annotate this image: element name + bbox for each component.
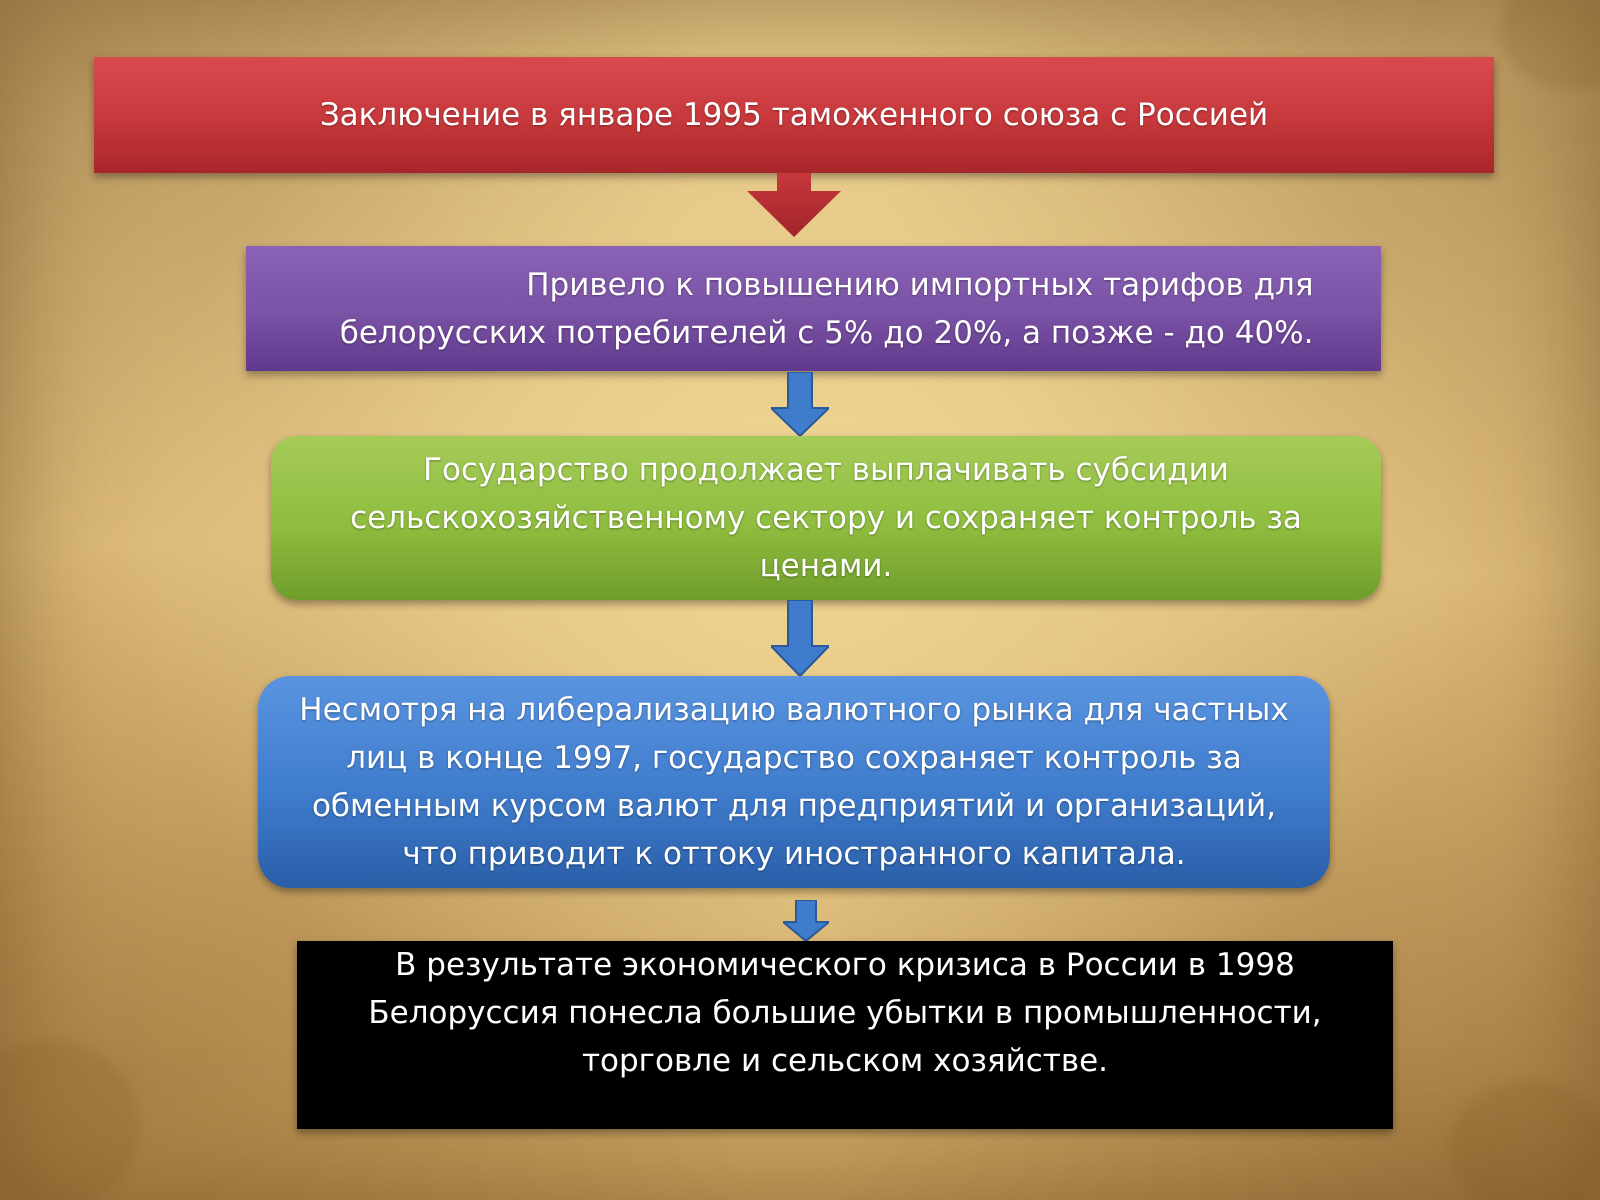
flow-step-subsidies xyxy=(271,436,1381,600)
flow-step-currency-control xyxy=(258,676,1330,888)
flow-step-crisis-1998 xyxy=(297,941,1393,1129)
paper-stain xyxy=(1450,1080,1600,1200)
flow-step-customs-union xyxy=(94,57,1494,173)
down-arrow-icon xyxy=(747,173,841,237)
down-arrow-icon xyxy=(771,600,829,678)
flow-step-text: Привело к повышению импортных тарифов для белорусских потребителей с 5% до 20%, а позже - до 40%. xyxy=(339,266,1314,351)
paper-stain xyxy=(1500,0,1600,90)
flow-step-import-tariffs xyxy=(246,246,1381,371)
flow-step-text: Несмотря на либерализацию валютного рынка для частных лиц в конце 1997, государство сохраняет контроль за обменным курсом валют для предприятий и организаций, что приводит к оттоку иностранного капитала. xyxy=(299,692,1289,872)
flow-step-text: В результате экономического кризиса в России в 1998 Белоруссия понесла большие убытки в промышленности, торговле и сельском хозяйстве. xyxy=(368,947,1322,1079)
flow-step-text: Заключение в январе 1995 таможенного союза с Россией xyxy=(319,97,1269,133)
paper-stain xyxy=(0,1040,140,1200)
flow-step-text: Государство продолжает выплачивать субсидии сельскохозяйственному сектору и сохраняет контроль за ценами. xyxy=(350,452,1302,584)
down-arrow-icon xyxy=(783,900,829,942)
down-arrow-icon xyxy=(771,372,829,438)
